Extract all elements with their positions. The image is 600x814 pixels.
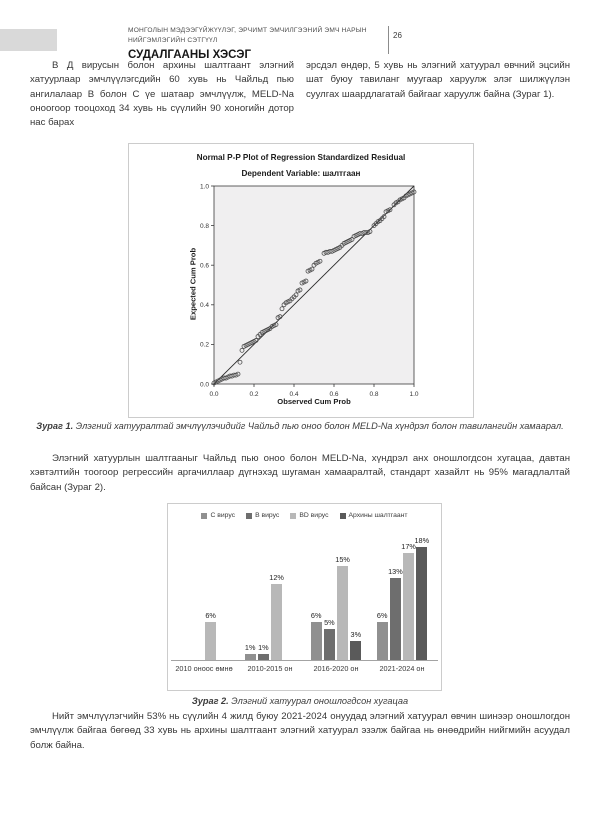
header-divider [388,26,389,54]
y-tick-label: 0.0 [199,381,209,389]
figure-2-bar-chart [167,503,442,691]
figure-1-caption [30,420,570,433]
legend-label: BD вирус [299,512,329,519]
x-tick-label: 0.0 [209,391,219,396]
pp-plot-y-axis-label: Expected Cum Prob [188,247,198,321]
y-tick-label: 0.6 [199,262,209,270]
bar-value-label: 1% [244,642,256,652]
paragraph-3: Нийт эмчлүүлэгчийн 53% нь сүүлийн 4 жилд буюу 2021-2024 онуудад элэгний хатуурал өвчин шинээр оношлогдон эмчлүүлж байгаа бөгөөд 33 хувь нь архины шалтгаант элэгний хатуурал эзэлж байгаа нь өнөөдрийн нийгмийн асуудал болж байна. [30,711,570,751]
figure-2-caption-text: Элэгний хатуурал оношлогдсон хугацаа [231,696,409,706]
bar-chart-area [168,504,441,690]
bar [258,654,269,660]
bar-value-label: 1% [258,642,269,652]
bar-value-label: 5% [324,617,335,627]
x-tick-label: 0.4 [289,391,299,396]
bar [350,641,361,660]
bar [205,622,216,660]
bar-value-label: 12% [269,573,284,583]
bar [337,566,348,661]
figure-1-pp-plot [128,143,474,418]
page-number: 26 [393,31,402,40]
figure-2-caption-label: Зураг 2. [191,696,229,706]
paragraph-column-left: В Д вирусын болон архины шалтгаант элэгний хатуурлаар эмчлүүлэгсдийн 60 хувь нь Чайльд пью ангилалаар В болон С үе шатаар эмчлүүлж, MELD-Na оноогоор тооцоход 34 хувь нь сүүлийн 90 хоногийн дотор нас барах [30,60,294,129]
figure-1-caption-text: Элэгний хатууралтай эмчлүүлэчидийг Чайльд пью оноо болон MELD-Na хүндрэл болон тавилангийн хамаарал. [75,421,564,431]
bar-value-label: 6% [205,611,216,621]
bar-value-label: 6% [376,611,388,621]
x-tick-label: 0.8 [369,391,379,396]
figure-2-caption [30,695,570,708]
bar [390,578,401,660]
pp-plot-subtitle: Dependent Variable: шалтгаан [241,169,361,178]
x-tick-label: 1.0 [409,391,419,396]
legend-label: В вирус [255,512,280,519]
y-tick-label: 0.8 [199,222,209,230]
category-label: 2016-2020 он [313,664,359,673]
pp-plot-canvas [129,182,473,396]
category-label: 2010 оноос өмнө [175,664,233,673]
bar-value-label: 15% [335,554,350,564]
x-tick-label: 0.2 [249,391,259,396]
figure-1-caption-label: Зураг 1. [36,421,74,431]
legend-label: Архины шалтгаант [348,512,408,519]
header [128,26,388,62]
section-title: СУДАЛГААНЫ ХЭСЭГ [128,49,252,61]
x-tick-label: 0.6 [329,391,339,396]
bar [416,547,427,660]
bar [271,584,282,660]
pp-plot-x-axis-label: Observed Cum Prob [277,397,351,406]
bar-value-label: 6% [310,611,322,621]
bar [311,622,322,660]
category-label: 2021-2024 он [379,664,425,673]
y-tick-label: 0.2 [199,341,209,349]
bar-value-label: 13% [388,567,403,577]
bar-value-label: 17% [401,541,416,551]
paragraph-column-right: эрсдэл өндөр, 5 хувь нь элэгний хатуурал өвчний эцсийн шат буюу тавиланг муугаар харуулж элэг шилжүүлэн суулгах шаардлагатай байгааг харуулж байна (Зураг 1). [306,60,570,100]
y-tick-label: 1.0 [199,183,209,191]
journal-title: МОНГОЛЫН МЭДЭЭГҮЙЖҮҮЛЭГ, ЭРЧИМТ ЭМЧИЛГЭЭНИЙ ЭМЧ НАРЫН НИЙГЭМЛЭГИЙН СЭТГҮҮЛ [128,27,367,44]
bar [377,622,388,660]
bar [245,654,256,660]
bar-value-label: 18% [414,535,430,545]
bar-value-label: 3% [350,630,362,640]
header-gray-block [0,29,57,51]
category-label: 2010-2015 он [247,664,293,673]
y-tick-label: 0.4 [199,302,209,310]
bar [403,553,414,660]
legend-label: С вирус [210,512,236,519]
paragraph-2: Элэгний хатуурлын шалтгааныг Чайльд пью оноо болон MELD-Na, хүндрэл анх оношлогдсон хугацаа, давтан хэвтэлтийн тоогоор регрессийн аргачиллаар дүгнэхэд шугаман хамааралтай, стандарт хазайлт нь 95% магадлалтай байсан (Зураг 2). [30,453,570,493]
bar-chart-baseline [171,660,438,661]
pp-plot-title: Normal P-P Plot of Regression Standardized Residual [196,153,406,162]
bar [324,629,335,661]
